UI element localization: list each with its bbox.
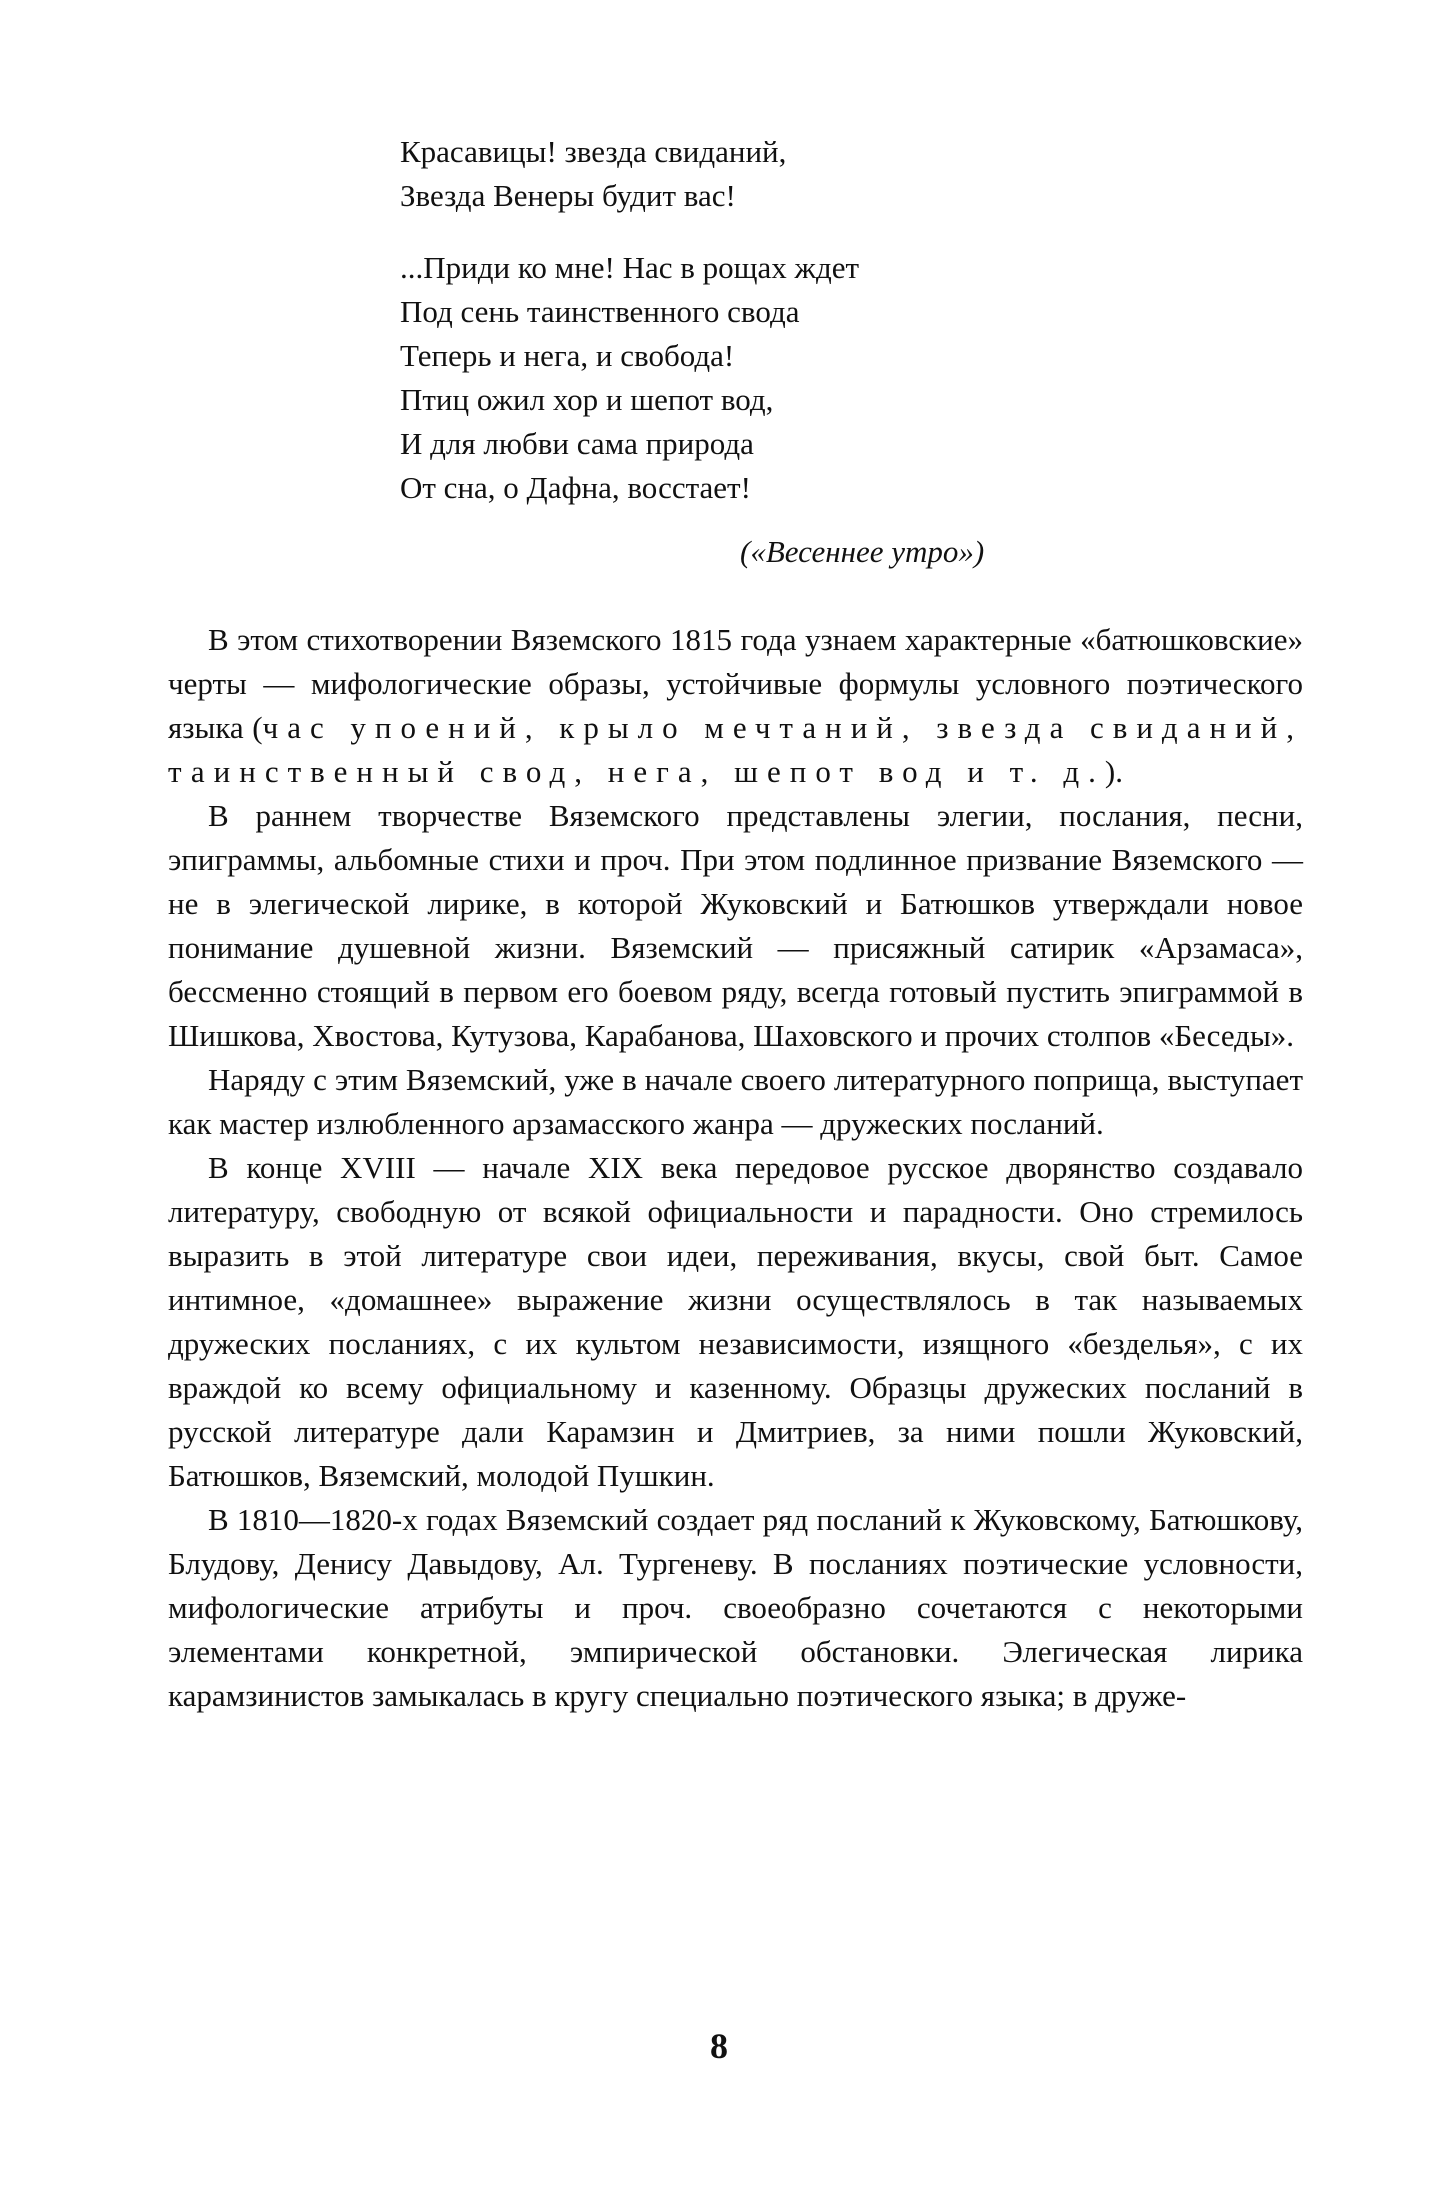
paragraph: В раннем творчестве Вяземского представлены элегии, послания, песни, эпиграммы, альбомные стихи и проч. При этом подлинное призвание Вяземского — не в элегической лирике, в которой Жуковский и Батюшков утверждали новое понимание душевной жизни. Вяземский — присяжный сатирик «Арзамаса», бессменно стоящий в первом его боевом ряду, всегда готовый пустить эпиграммой в Шишкова, Хвостова, Кутузова, Карабанова, Шаховского и прочих столпов «Беседы». [168,798,1303,1053]
poem-line: Звезда Венеры будит вас! [400,178,736,213]
paragraph: В конце XVIII — начале XIX века передовое русское дворянство создавало литературу, свободную от всякой официальности и парадности. Оно стремилось выразить в этой литературе свои идеи, переживания, вкусы, свой быт. Самое интимное, «домашнее» выражение жизни осуществлялось в так называемых дружеских посланиях, с их культом независимости, изящного «безделья», с их враждой ко всему официальному и казенному. Образцы дружеских посланий в русской литературе дали Карамзин и Дмитриев, за ними пошли Жуковский, Батюшков, Вяземский, молодой Пушкин. [168,1150,1303,1493]
paragraph [168,618,1303,794]
poem-source: («Весеннее утро») [740,534,985,569]
paragraph: В 1810—1820-х годах Вяземский создает ряд посланий к Жуковскому, Батюшкову, Блудову, Денису Давыдову, Ал. Тургеневу. В посланиях поэтические условности, мифологические атрибуты и проч. своеобразно сочетаются с некоторыми элементами конкретной, эмпирической обстановки. Элегическая лирика карамзинистов замыкалась в кругу специально поэтического языка; в друже- [168,1502,1303,1713]
paragraph-text: ). [1104,754,1123,789]
poem-excerpt [400,130,1100,538]
poem-line: Под сень таинственного свода [400,294,800,329]
poem-line: ...Приди ко мне! Нас в рощах ждет [400,250,860,285]
poem-line: Красавицы! звезда свиданий, [400,134,787,169]
poem-line: От сна, о Дафна, восстает! [400,470,751,505]
poem-line: Птиц ожил хор и шепот вод, [400,382,774,417]
poem-line: И для любви сама природа [400,426,754,461]
page-number: 8 [710,2026,728,2066]
poem-stanza-1 [400,130,1100,218]
spaced-emphasis: час упоений, крыло мечтаний, звезда свиданий, таинственный свод, нега, шепот вод и т. д. [168,710,1303,789]
poem-line: Теперь и нега, и свобода! [400,338,735,373]
paragraph: Наряду с этим Вяземский, уже в начале своего литературного поприща, выступает как мастер излюбленного арзамасского жанра — дружеских посланий. [168,1062,1303,1141]
poem-stanza-2 [400,246,1100,510]
body-text [168,618,1303,1718]
paragraph-text: В этом стихотворении Вяземского 1815 года узнаем характерные «батюшковские» черты — мифологические образы, устойчивые формулы условного поэтического языка ( [168,622,1303,745]
